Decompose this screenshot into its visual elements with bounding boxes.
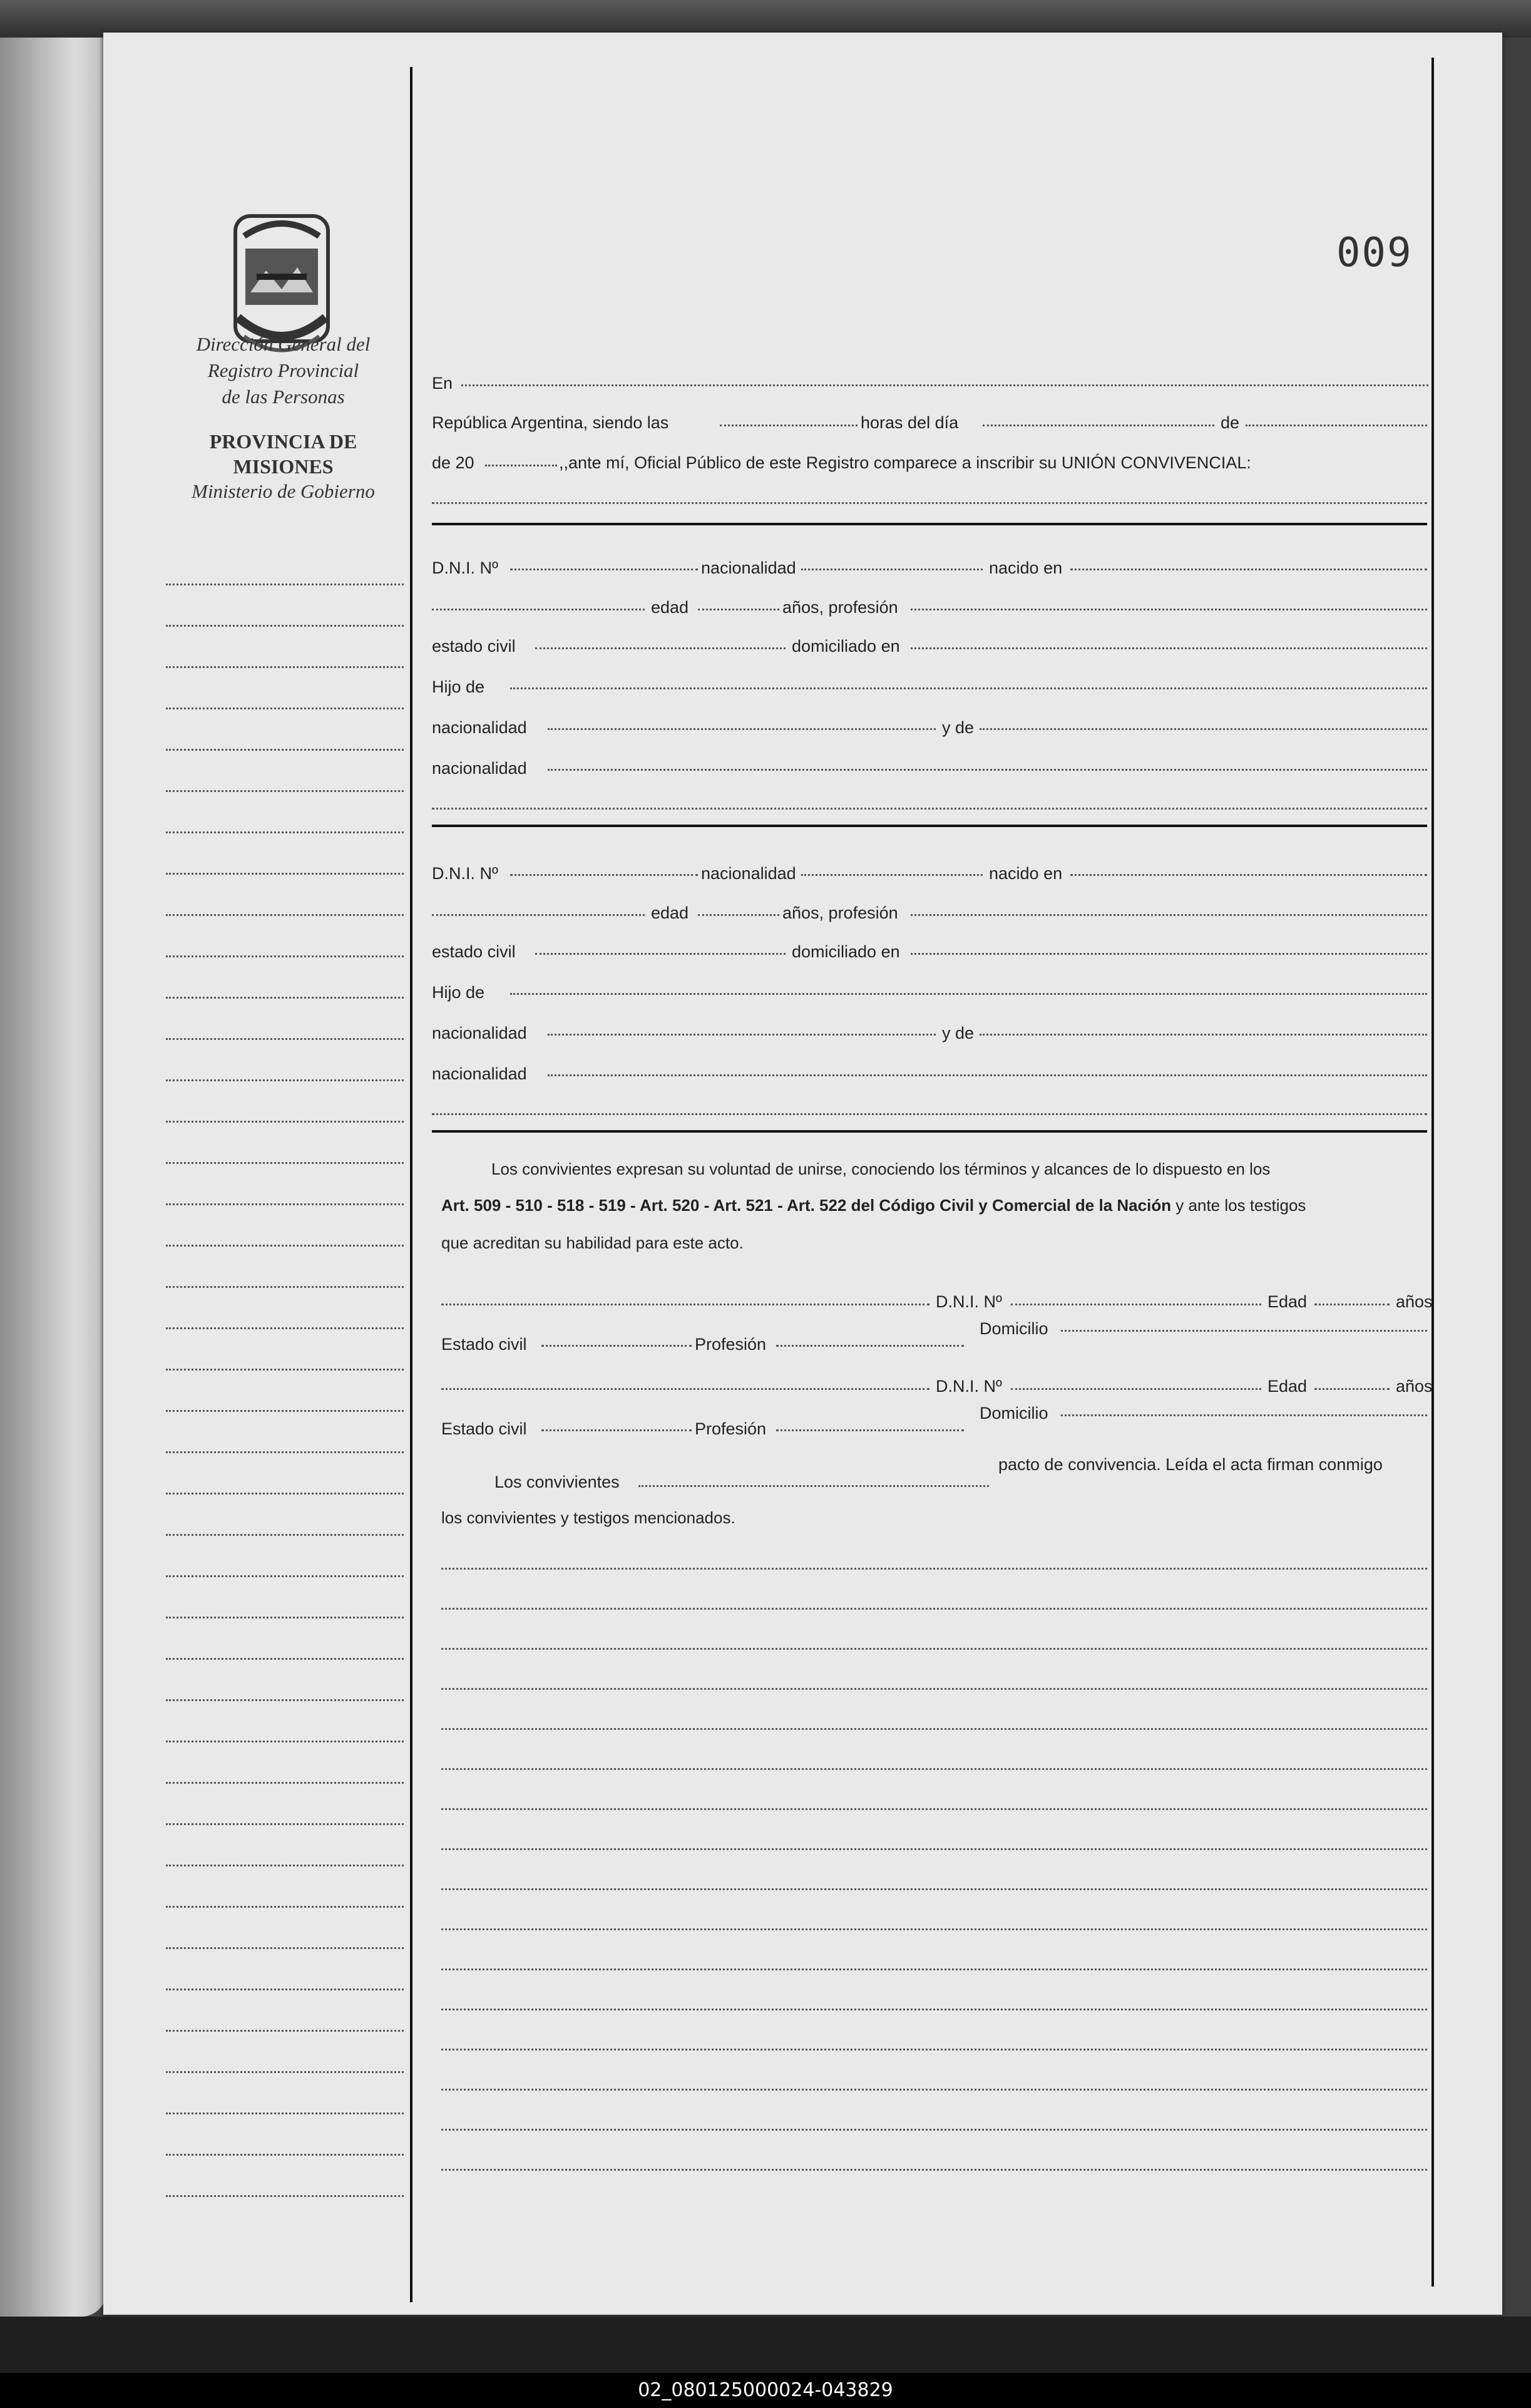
born-in-label: nacido en xyxy=(989,558,1063,577)
margin-line[interactable] xyxy=(166,2106,404,2114)
margin-line[interactable] xyxy=(166,2148,404,2156)
margin-line[interactable] xyxy=(166,1776,404,1784)
witness-civil-label: Estado civil xyxy=(441,1335,527,1354)
witness-dni-label: D.N.I. Nº xyxy=(936,1377,1002,1396)
margin-line[interactable] xyxy=(166,2189,404,2197)
other-nationality-field[interactable] xyxy=(548,751,1427,771)
margin-line[interactable] xyxy=(166,2065,404,2073)
pact-field[interactable] xyxy=(638,1466,989,1487)
ministry: Ministerio de Gobierno xyxy=(192,480,375,502)
day-field[interactable] xyxy=(983,406,1214,426)
background-top xyxy=(0,0,1531,38)
civil-status-field[interactable] xyxy=(535,630,786,649)
margin-line[interactable] xyxy=(166,1114,404,1123)
born-in-field[interactable] xyxy=(1070,551,1427,570)
margin-line[interactable] xyxy=(166,1197,404,1205)
and-of-label: y de xyxy=(942,1024,975,1042)
witness-dni-field[interactable] xyxy=(1011,1286,1261,1305)
person-extra-line[interactable] xyxy=(432,1096,1427,1115)
blank-line[interactable] xyxy=(441,1876,1427,1890)
margin-line[interactable] xyxy=(166,1858,404,1866)
margin-line[interactable] xyxy=(166,1321,404,1329)
intro-republica: República Argentina, siendo las xyxy=(432,413,669,432)
divider xyxy=(432,1130,1427,1133)
nationality-label: nacionalidad xyxy=(701,558,796,577)
age-label: edad xyxy=(651,598,689,617)
age-field[interactable] xyxy=(698,591,779,610)
witness-profession-label: Profesión xyxy=(695,1335,767,1354)
margin-line[interactable] xyxy=(166,1445,404,1453)
parent-nationality-field[interactable] xyxy=(548,1016,936,1036)
parent-nationality-label: nacionalidad xyxy=(432,1024,527,1042)
institution-line3: de las Personas xyxy=(222,386,345,408)
born-in-field[interactable] xyxy=(1070,857,1427,876)
witness-name-field[interactable] xyxy=(441,1286,929,1305)
witness-address-label: Domicilio xyxy=(980,1319,1048,1338)
name-field[interactable] xyxy=(432,897,645,916)
witness-address-field[interactable] xyxy=(1061,1397,1427,1416)
other-parent-field[interactable] xyxy=(980,1016,1427,1036)
margin-line[interactable] xyxy=(166,1817,404,1825)
form-page xyxy=(103,33,1502,2315)
declaration-line1: Los convivientes expresan su voluntad de unirse, conociendo los términos y alcances de lo dispuesto en los xyxy=(491,1160,1271,1178)
civil-status-label: estado civil xyxy=(432,942,516,961)
dni-label: D.N.I. Nº xyxy=(432,864,498,883)
other-nationality-label: nacionalidad xyxy=(432,759,527,778)
born-in-label: nacido en xyxy=(989,864,1063,883)
year-field[interactable] xyxy=(485,446,557,466)
margin-line[interactable] xyxy=(166,1032,404,1040)
dni-label: D.N.I. Nº xyxy=(432,558,498,577)
witness-age-field[interactable] xyxy=(1314,1371,1390,1390)
province-line1: PROVINCIA DE xyxy=(209,430,357,453)
parent-field[interactable] xyxy=(510,670,1427,689)
margin-line[interactable] xyxy=(166,1362,404,1371)
intro-ante-mi: ,,ante mí, Oficial Público de este Registro comparece a inscribir su UNIÓN CONVIVENCIAL: xyxy=(559,453,1251,472)
intro-de20: de 20 xyxy=(432,453,474,472)
and-of-label: y de xyxy=(942,718,975,737)
address-field[interactable] xyxy=(911,630,1427,649)
witness-age-label: Edad xyxy=(1267,1292,1308,1311)
blank-line[interactable] xyxy=(441,1916,1427,1930)
margin-line[interactable] xyxy=(166,784,404,792)
margin-line[interactable] xyxy=(166,1734,404,1742)
witness-dni-label: D.N.I. Nº xyxy=(936,1292,1002,1311)
blank-line[interactable] xyxy=(441,1796,1427,1810)
institution-line2: Registro Provincial xyxy=(207,359,359,381)
margin-line[interactable] xyxy=(166,1238,404,1247)
parent-nationality-field[interactable] xyxy=(548,711,936,730)
margin-line[interactable] xyxy=(166,1900,404,1908)
margin-line[interactable] xyxy=(166,619,404,627)
parent-label: Hijo de xyxy=(432,677,485,696)
nationality-field[interactable] xyxy=(801,551,983,570)
hours-field[interactable] xyxy=(720,406,858,426)
scan-id: 02_080125000024-043829 xyxy=(0,2373,1531,2408)
margin-line[interactable] xyxy=(166,1528,404,1536)
margin-line[interactable] xyxy=(166,1486,404,1495)
margin-line[interactable] xyxy=(166,701,404,709)
witness-profession-field[interactable] xyxy=(776,1412,964,1431)
right-vertical-rule xyxy=(1431,58,1434,2287)
intro-extra-line[interactable] xyxy=(432,483,1427,504)
divider xyxy=(432,825,1427,827)
parent-label: Hijo de xyxy=(432,983,485,1002)
month-field[interactable] xyxy=(1246,406,1427,426)
nationality-label: nacionalidad xyxy=(701,864,796,883)
margin-line[interactable] xyxy=(166,1404,404,1412)
margin-line[interactable] xyxy=(166,660,404,668)
margin-line[interactable] xyxy=(166,577,404,585)
age-field[interactable] xyxy=(698,897,779,916)
left-vertical-rule xyxy=(410,67,412,2302)
declaration-line3: que acreditan su habilidad para este acto. xyxy=(441,1233,744,1252)
margin-line[interactable] xyxy=(166,949,404,957)
civil-status-label: estado civil xyxy=(432,637,516,656)
profession-label: años, profesión xyxy=(782,598,898,617)
witness-name-field[interactable] xyxy=(441,1371,929,1390)
blank-line[interactable] xyxy=(441,2076,1427,2091)
margin-line[interactable] xyxy=(166,867,404,875)
address-label: domiciliado en xyxy=(792,637,900,656)
witness-age-field[interactable] xyxy=(1314,1286,1390,1305)
blank-line[interactable] xyxy=(441,1555,1427,1570)
margin-line[interactable] xyxy=(166,2024,404,2032)
closing-convivientes: Los convivientes xyxy=(494,1473,620,1491)
blank-line[interactable] xyxy=(441,1956,1427,1970)
left-page-edge xyxy=(0,38,106,2317)
institution-line1: Dirección General del xyxy=(196,333,371,355)
witness-profession-field[interactable] xyxy=(776,1327,964,1347)
blank-line[interactable] xyxy=(441,1595,1427,1610)
blank-line[interactable] xyxy=(441,1635,1427,1650)
intro-en: En xyxy=(432,374,453,393)
declaration-line2 xyxy=(441,1196,1306,1215)
dni-field[interactable] xyxy=(510,857,698,876)
intro-de: de xyxy=(1221,413,1240,432)
civil-status-field[interactable] xyxy=(535,935,786,955)
address-label: domiciliado en xyxy=(792,942,900,961)
profession-field[interactable] xyxy=(911,897,1427,916)
margin-line[interactable] xyxy=(166,1610,404,1618)
witness-profession-label: Profesión xyxy=(695,1419,767,1438)
closing-pacto: pacto de convivencia. Leída el acta firman conmigo xyxy=(998,1455,1383,1474)
blank-line[interactable] xyxy=(441,2036,1427,2050)
margin-line[interactable] xyxy=(166,1982,404,1990)
witness-years-label: años xyxy=(1396,1377,1433,1396)
witness-address-field[interactable] xyxy=(1061,1312,1427,1332)
age-label: edad xyxy=(651,903,689,922)
margin-line[interactable] xyxy=(166,908,404,916)
margin-line[interactable] xyxy=(166,1156,404,1164)
name-field[interactable] xyxy=(432,591,645,610)
margin-line[interactable] xyxy=(166,825,404,833)
witness-address-label: Domicilio xyxy=(980,1404,1048,1423)
address-field[interactable] xyxy=(911,935,1427,955)
witness-age-label: Edad xyxy=(1267,1377,1308,1396)
blank-line[interactable] xyxy=(441,1675,1427,1690)
witness-civil-label: Estado civil xyxy=(441,1419,527,1438)
declaration-articles: Art. 509 - 510 - 518 - 519 - Art. 520 - Art. 521 - Art. 522 del Código Civil y Comercial de la Nación xyxy=(441,1196,1172,1215)
blank-line[interactable] xyxy=(441,1716,1427,1730)
margin-line[interactable] xyxy=(166,1569,404,1577)
folio-number: 009 xyxy=(1336,230,1413,276)
margin-line[interactable] xyxy=(166,743,404,751)
margin-line[interactable] xyxy=(166,1941,404,1949)
blank-line[interactable] xyxy=(441,2156,1427,2171)
profession-label: años, profesión xyxy=(782,903,898,922)
divider-1 xyxy=(432,523,1427,525)
person-extra-line[interactable] xyxy=(432,790,1427,810)
witness-dni-field[interactable] xyxy=(1011,1371,1261,1390)
province-line2: MISIONES xyxy=(233,455,334,478)
parent-nationality-label: nacionalidad xyxy=(432,718,527,737)
other-nationality-label: nacionalidad xyxy=(432,1064,527,1083)
witness-civil-field[interactable] xyxy=(541,1327,692,1347)
dni-field[interactable] xyxy=(510,551,698,570)
nationality-field[interactable] xyxy=(801,857,983,876)
margin-line[interactable] xyxy=(166,990,404,999)
margin-line[interactable] xyxy=(166,1073,404,1081)
intro-en-field[interactable] xyxy=(461,364,1428,386)
other-nationality-field[interactable] xyxy=(548,1057,1427,1076)
witness-years-label: años xyxy=(1396,1292,1433,1311)
witness-civil-field[interactable] xyxy=(541,1412,692,1431)
parent-field[interactable] xyxy=(510,975,1427,995)
margin-line[interactable] xyxy=(166,1280,404,1288)
blank-line[interactable] xyxy=(441,1836,1427,1850)
margin-line[interactable] xyxy=(166,1652,404,1660)
background-bottom xyxy=(0,2317,1531,2373)
other-parent-field[interactable] xyxy=(980,711,1427,730)
margin-line[interactable] xyxy=(166,1693,404,1701)
declaration-rest: y ante los testigos xyxy=(1171,1196,1306,1215)
intro-horas: horas del día xyxy=(861,413,959,432)
blank-line[interactable] xyxy=(441,2116,1427,2131)
closing-line2: los convivientes y testigos mencionados. xyxy=(441,1508,735,1527)
blank-line[interactable] xyxy=(441,1996,1427,2010)
blank-line[interactable] xyxy=(441,1756,1427,1770)
profession-field[interactable] xyxy=(911,591,1427,610)
